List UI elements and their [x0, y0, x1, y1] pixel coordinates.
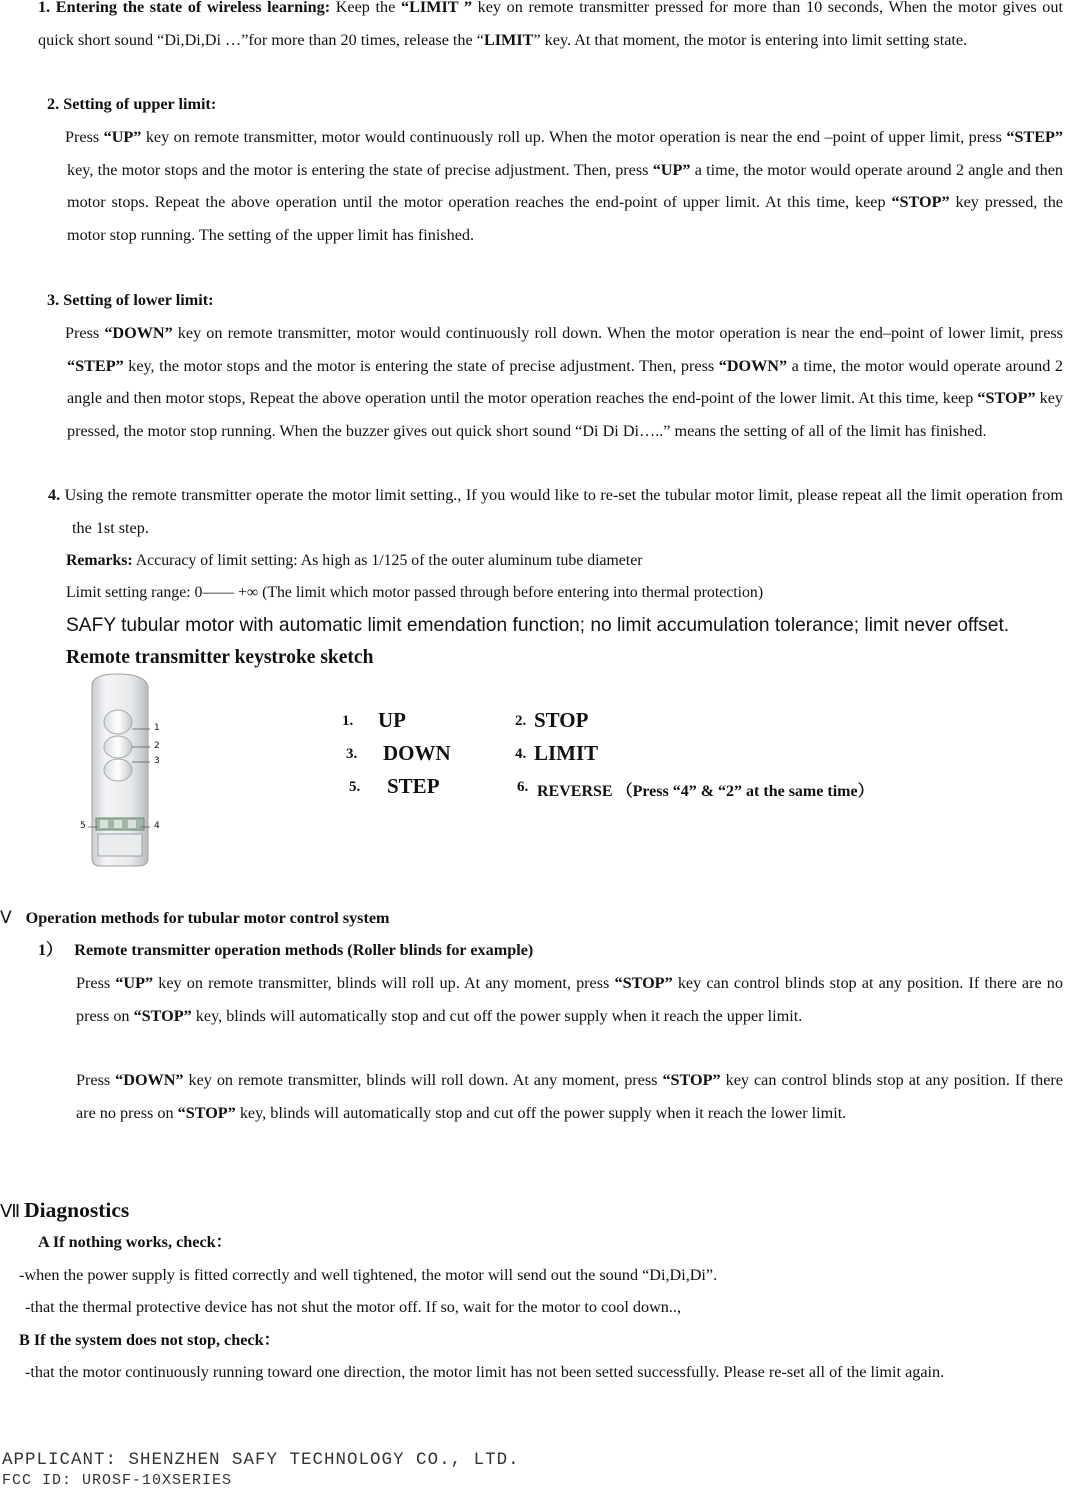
key-name-bold: “DOWN”	[104, 324, 173, 342]
text-run: key, blinds will automatically stop and cut off the power supply when it reach the lower limit.	[235, 1103, 847, 1122]
callout-3: 3	[154, 756, 160, 766]
text-run: Press	[65, 324, 105, 342]
key-name-bold: “UP”	[115, 974, 154, 992]
key-name-bold: “STEP”	[67, 356, 124, 375]
step4-paragraph	[48, 479, 1063, 544]
key-name-bold: LIMIT	[483, 30, 534, 49]
text-run: ” key. At that moment, the motor is entering into limit setting state.	[533, 30, 968, 49]
text-run: key, the motor stops and the motor is entering the state of precise adjustment. Then, press	[67, 160, 653, 179]
diag-a-line1: -when the power supply is fitted correctly and well tightened, the motor will send out the sound “Di,Di,Di”.	[19, 1266, 718, 1284]
diag-a-line2: -that the thermal protective device has not shut the motor off. If so, wait for the motor to cool down..,	[25, 1298, 682, 1316]
section-v-title: Operation methods for tubular motor control system	[25, 909, 390, 927]
step3-title: 3. Setting of lower limit:	[47, 291, 214, 309]
diag-a-title: A If nothing works, check：	[38, 1233, 232, 1251]
footer-applicant: APPLICANT: SHENZHEN SAFY TECHNOLOGY CO., LTD.	[2, 1450, 520, 1470]
item2-paragraph	[76, 1064, 1063, 1129]
key-6-number: 6.	[517, 779, 529, 795]
step2-title: 2. Setting of upper limit:	[47, 95, 217, 113]
key-2-label: STOP	[534, 708, 589, 732]
text-run: Press	[65, 128, 104, 146]
text-run: key on remote transmitter, blinds will roll up. At any moment, press	[153, 974, 615, 992]
remarks-text: Accuracy of limit setting: As high as 1/125 of the outer aluminum tube diameter	[132, 552, 643, 569]
section-v-numeral: Ⅴ	[0, 908, 12, 927]
sketch-title: Remote transmitter keystroke sketch	[66, 647, 374, 668]
text-run: Press	[76, 1071, 116, 1089]
text-run: key on remote transmitter pressed for more than 10 seconds, When the motor gives out quick short sound “Di,Di,Di …”for more than 20 times, release the “	[38, 0, 1063, 49]
key-name-bold: “STOP”	[614, 974, 673, 992]
diag-b-line1: -that the motor continuously running toward one direction, the motor limit has not been setted successfully. Please re-set all of the limit again.	[25, 1363, 945, 1381]
remote-transmitter-image	[78, 672, 170, 872]
key-3-label: DOWN	[383, 741, 451, 765]
key-6-label: REVERSE （Press “4” & “2” at the same time）	[537, 783, 874, 800]
key-2-number: 2.	[515, 713, 527, 729]
text-run: key, the motor stops and the motor is entering the state of precise adjustment. Then, press	[123, 356, 719, 375]
key-name-bold: “STOP”	[977, 389, 1036, 408]
key-name-bold: “STEP”	[1006, 128, 1063, 146]
diag-b-title: B If the system does not stop, check：	[19, 1331, 280, 1349]
key-name-bold: “STOP”	[891, 193, 950, 212]
key-name-bold: “STOP”	[662, 1071, 721, 1089]
text-run: Keep the	[330, 0, 401, 16]
key-name-bold: “STOP”	[133, 1006, 192, 1025]
section-v-heading	[0, 903, 390, 933]
section-vii-numeral: Ⅶ	[0, 1201, 21, 1221]
limit-range-line: Limit setting range: 0—— +∞ (The limit which motor passed through before entering into thermal protection)	[66, 584, 764, 601]
callout-5: 5	[80, 821, 86, 831]
text-run: key, blinds will automatically stop and cut off the power supply when it reach the upper limit.	[191, 1006, 803, 1025]
item1-paragraph	[76, 967, 1063, 1032]
step4-number: 4.	[48, 486, 61, 504]
key-4-label: LIMIT	[534, 741, 599, 765]
remarks-line	[66, 545, 642, 577]
key-name-bold: “UP”	[103, 128, 142, 146]
key-name-bold: “STOP”	[177, 1103, 236, 1122]
step1-paragraph	[38, 0, 1063, 56]
text-run: key pressed, the motor stop running. When the buzzer gives out quick short sound “Di Di Di…..” means the setting of all of the limit has finished.	[67, 389, 1064, 440]
subsection-1-title: Remote transmitter operation methods (Roller blinds for example)	[74, 941, 534, 959]
footer-fcc-id: FCC ID: UROSF-10XSERIES	[2, 1472, 233, 1489]
key-5-label: STEP	[387, 774, 440, 798]
callout-2: 2	[154, 741, 160, 751]
text-run: key can control blinds stop at any position. If there are no press on	[76, 974, 1063, 1025]
step4-text: Using the remote transmitter operate the motor limit setting., If you would like to re-set the tubular motor limit, please repeat all the limit operation from the 1st step.	[60, 486, 1063, 537]
text-run: key on remote transmitter, motor would continuously roll up. When the motor operation is near the end –point of upper limit, press	[141, 128, 1007, 146]
text-run: a time, the motor would operate around 2 angle and then motor stops, Repeat the above operation until the motor operation reaches the end-point of the lower limit. At this time, keep	[67, 356, 1063, 408]
safy-statement: SAFY tubular motor with automatic limit emendation function; no limit accumulation tolerance; limit never offset.	[66, 615, 1010, 636]
key-3-number: 3.	[346, 746, 358, 762]
section-vii-heading	[0, 1194, 129, 1228]
text-run: Press	[76, 974, 116, 992]
step2-paragraph	[67, 121, 1063, 251]
key-name-bold: “DOWN”	[115, 1071, 184, 1089]
text-run: key can control blinds stop at any position. If there are no press on	[76, 1071, 1063, 1122]
key-name-bold: “DOWN”	[718, 356, 788, 375]
text-run: key on remote transmitter, blinds will roll down. At any moment, press	[183, 1071, 663, 1089]
callout-1: 1	[154, 723, 160, 733]
text-run: key pressed, the motor stop running. The setting of the upper limit has finished.	[67, 193, 1063, 244]
key-5-number: 5.	[349, 779, 361, 795]
key-1-number: 1.	[342, 713, 354, 729]
subsection-1-heading	[38, 935, 533, 965]
remarks-label: Remarks:	[66, 552, 133, 569]
key-name-bold: “LIMIT ”	[400, 0, 472, 16]
subsection-1-number: 1）	[38, 941, 63, 959]
key-name-bold: “UP”	[652, 160, 691, 179]
remote-transmitter-drawing	[78, 672, 170, 872]
text-run: key on remote transmitter, motor would continuously roll down. When the motor operation is near the end–point of lower limit, press	[172, 324, 1063, 342]
step3-paragraph	[67, 317, 1063, 447]
section-vii-title: Diagnostics	[24, 1198, 130, 1222]
step1-title: 1. Entering the state of wireless learning:	[38, 0, 331, 16]
key-4-number: 4.	[515, 746, 527, 762]
key-1-label: UP	[378, 708, 406, 732]
text-run: a time, the motor would operate around 2 angle and then motor stops. Repeat the above operation until the motor operation reaches the end-point of upper limit. At this time, keep	[67, 160, 1063, 212]
callout-4: 4	[154, 821, 160, 831]
